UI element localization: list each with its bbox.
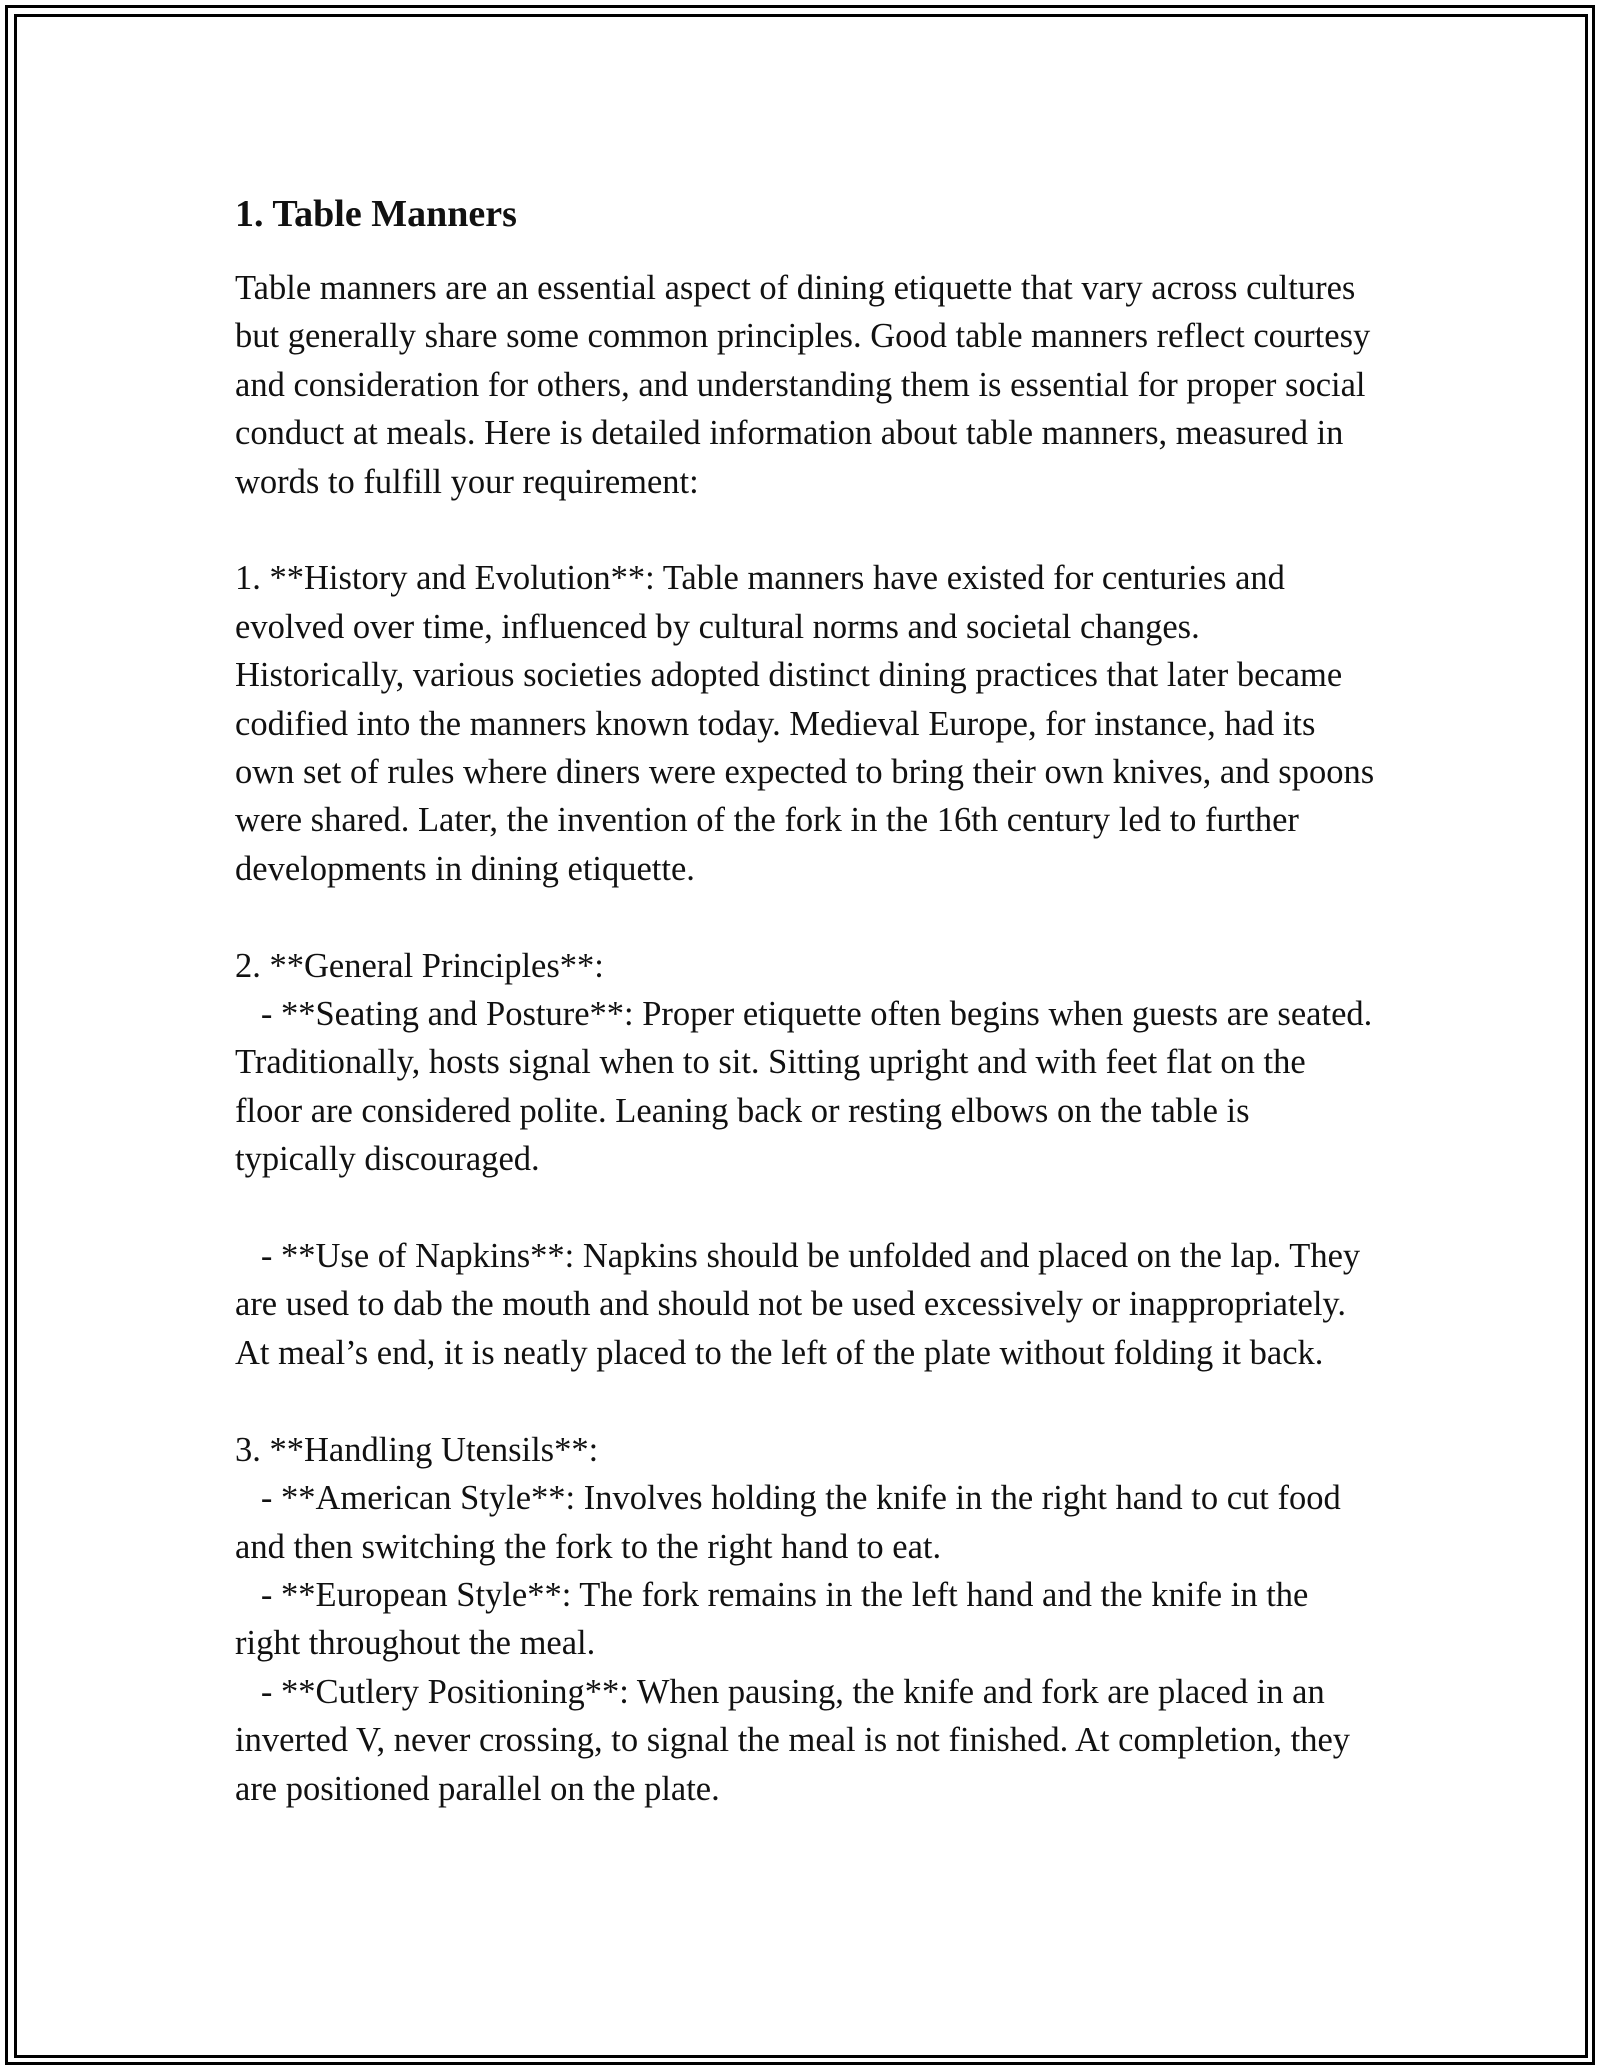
document-body xyxy=(235,186,1383,1813)
cutlery-positioning-item: - **Cutlery Positioning**: When pausing, the knife and fork are placed in an inverted V, never crossing, to signal the meal is not finished. At completion, they are positioned parallel on the plate. xyxy=(235,1672,1359,1808)
american-style-item: - **American Style**: Involves holding the knife in the right hand to cut food and then switching the fork to the right hand to eat. xyxy=(235,1479,1350,1566)
seating-posture-item: - **Seating and Posture**: Proper etiquette often begins when guests are seated. Traditionally, hosts signal when to sit. Sitting upright and with feet flat on the floor are considered polite. Leaning back or resting elbows on the table is typically discouraged. xyxy=(235,995,1381,1179)
paragraph-gap xyxy=(235,1377,1375,1425)
handling-utensils-heading: 3. **Handling Utensils**: xyxy=(235,1430,599,1469)
paragraph-gap xyxy=(235,893,1375,941)
european-style-item: - **European Style**: The fork remains in the left hand and the knife in the right throughout the meal. xyxy=(235,1575,1317,1663)
intro-paragraph: Table manners are an essential aspect of dining etiquette that vary across cultures but generally share some common principles. Good table manners reflect courtesy and consideration for others, and understanding them is essential for proper social conduct at meals. Here is detailed information about table manners, measured in words to fulfill your requirement: xyxy=(235,269,1379,501)
history-paragraph: 1. **History and Evolution**: Table manners have existed for centuries and evolved over time, influenced by cultural norms and societal changes. Historically, various societies adopted distinct dining practices that later became codified into the manners known today. Medieval Europe, for instance, had its own set of rules where diners were expected to bring their own knives, and spoons were shared. Later, the invention of the fork in the 16th century led to further developments in dining etiquette. xyxy=(235,559,1383,888)
napkins-item: - **Use of Napkins**: Napkins should be unfolded and placed on the lap. They are used to dab the mouth and should not be used excessively or inappropriately. At meal’s end, it is neatly placed to the left of the plate without folding it back. xyxy=(235,1237,1369,1372)
paragraph-gap xyxy=(235,1184,1375,1232)
paragraph-gap xyxy=(235,506,1375,554)
general-principles-heading: 2. **General Principles**: xyxy=(235,946,604,985)
document-title: 1. Table Manners xyxy=(235,193,517,235)
